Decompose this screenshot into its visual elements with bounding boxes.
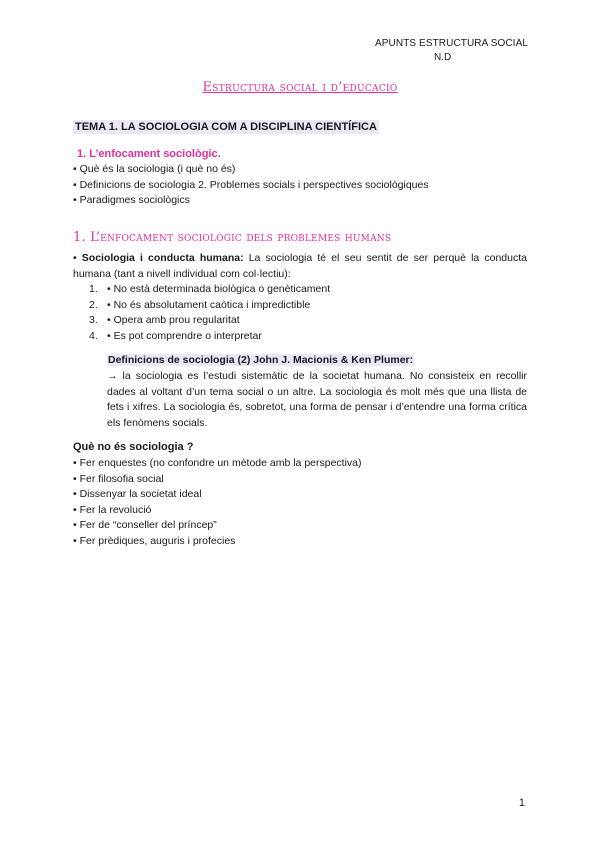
section1-heading: 1. L’enfocament sociològic. (77, 148, 221, 160)
section1-list (73, 162, 429, 209)
queno-heading: Què no és sociologia ? (73, 441, 194, 453)
tema-heading: TEMA 1. LA SOCIOLOGIA COM A DISCIPLINA CIENTÍFICA (75, 121, 377, 133)
page-number: 1 (518, 797, 525, 809)
list-item: • Fer filosofia social (73, 472, 362, 488)
item-text: • Opera amb prou regularitat (107, 314, 240, 326)
list-item: • Fer la revolució (73, 503, 362, 519)
list-item: • Què és la sociologia (i què no és) (73, 162, 429, 178)
list-item (89, 282, 330, 298)
item-number: 2. (89, 298, 98, 311)
section-title: 1. L’enfocament sociològic dels problemes humans (73, 230, 392, 245)
list-item (89, 298, 330, 314)
list-item: • Fer enquestes (no confondre un mètode amb la perspectiva) (73, 456, 362, 472)
intro-text: La sociologia té el seu sentit de ser perquè la conducta humana (tant a nivell individual com col·lectiu): (73, 252, 527, 280)
list-item: • Paradigmes sociològics (73, 193, 429, 209)
item-text: • Es pot comprendre o interpretar (107, 329, 262, 342)
list-item: • Fer de “conseller del príncep” (73, 518, 362, 534)
definitions-heading: Definicions de sociologia (2) John J. Macionis & Ken Plumer: (108, 354, 414, 366)
intro-label: Sociologia i conducta humana: (81, 252, 244, 264)
queno-list (73, 456, 362, 549)
intro-paragraph: • Sociologia i conducta humana: La sociologia té el seu sentit de ser perquè la conducta humana (tant a nivell individual com col·lectiu): (73, 252, 527, 280)
document-title: Estructura social i d’educació (202, 80, 398, 95)
list-item: • Definicions de sociologia 2. Problemes socials i perspectives sociològiques (73, 178, 429, 194)
list-item: • Fer prèdiques, auguris i profecies (73, 534, 362, 550)
item-number: 1. (89, 283, 98, 295)
definitions-body: → la sociologia es l’estudi sistemàtic de la societat humana. No consisteix en recollir dades al voltant d’un tema social o un altre. La sociologia és molt més que una llista de fets i xifres. La sociologia és, sobretot, una forma de pensar i d’entendre una forma crítica els fenòmens socials. (107, 370, 527, 429)
list-item (89, 329, 330, 345)
list-item: • Dissenyar la societat ideal (73, 487, 362, 503)
list-item (89, 313, 330, 329)
header-author: N.D (434, 52, 452, 63)
item-text: • No és absolutament caòtica i impredictible (107, 298, 311, 311)
item-number: 4. (89, 329, 98, 342)
item-number: 3. (89, 314, 98, 326)
numbered-list (89, 282, 330, 344)
header-doc-title: APUNTS ESTRUCTURA SOCIAL (375, 38, 528, 49)
item-text: • No està determinada biològica o genèticament (107, 283, 331, 295)
